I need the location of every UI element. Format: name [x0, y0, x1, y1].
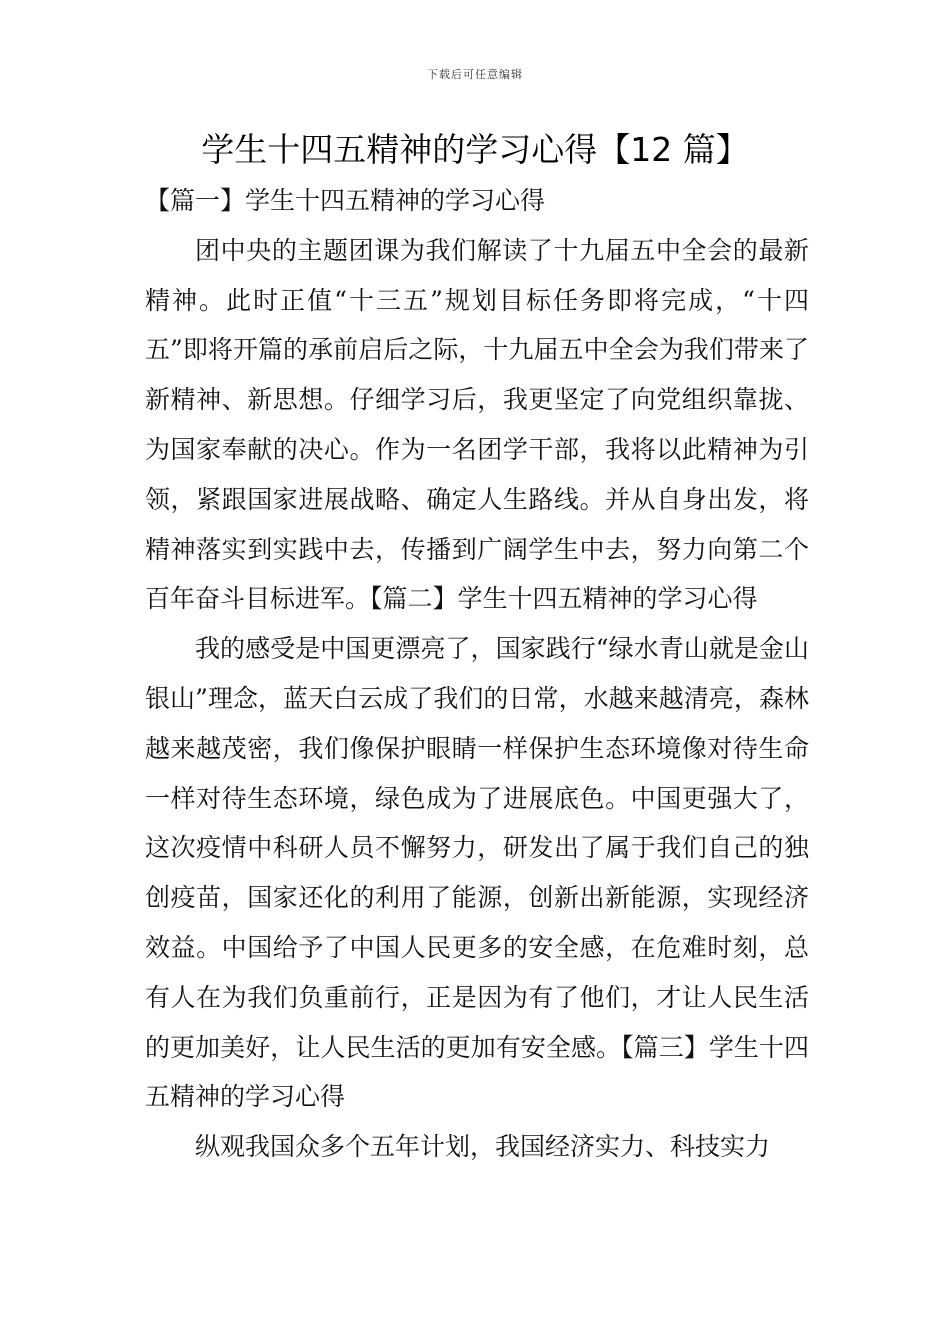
paragraph-1: 团中央的主题团课为我们解读了十九届五中全会的最新精神。此时正值“十三五”规划目标任务即将完成，“十四五”即将开篇的承前启后之际，十九届五中全会为我们带来了新精神、新思想。仔细学习后，我更坚定了向党组织靠拢、为国家奉献的决心。作为一名团学干部，我将以此精神为引领，紧跟国家进展战略、确定人生路线。并从自身出发，将精神落实到实践中去，传播到广阔学生中去，努力向第二个百年奋斗目标进军。【篇二】学生十四五精神的学习心得	[145, 235, 809, 614]
document-title: 学生十四五精神的学习心得【12 篇】	[201, 130, 749, 169]
section-heading-1: 【篇一】学生十四五精神的学习心得	[145, 186, 546, 215]
paragraph-2: 我的感受是中国更漂亮了，国家践行“绿水青山就是金山银山”理念，蓝天白云成了我们的日常，水越来越清亮，森林越来越茂密，我们像保护眼睛一样保护生态环境像对待生命一样对待生态环境，绿色成为了进展底色。中国更强大了，这次疫情中科研人员不懈努力，研发出了属于我们自己的独创疫苗，国家还化的利用了能源，创新出新能源，实现经济效益。中国给予了中国人民更多的安全感，在危难时刻，总有人在为我们负重前行，正是因为有了他们，才让人民生活的更加美好，让人民生活的更加有安全感。【篇三】学生十四五精神的学习心得	[145, 634, 809, 1112]
document-body	[145, 176, 809, 1172]
header-note: 下载后可任意编辑	[427, 68, 523, 81]
paragraph-3: 纵观我国众多个五年计划，我国经济实力、科技实力	[195, 1132, 771, 1162]
